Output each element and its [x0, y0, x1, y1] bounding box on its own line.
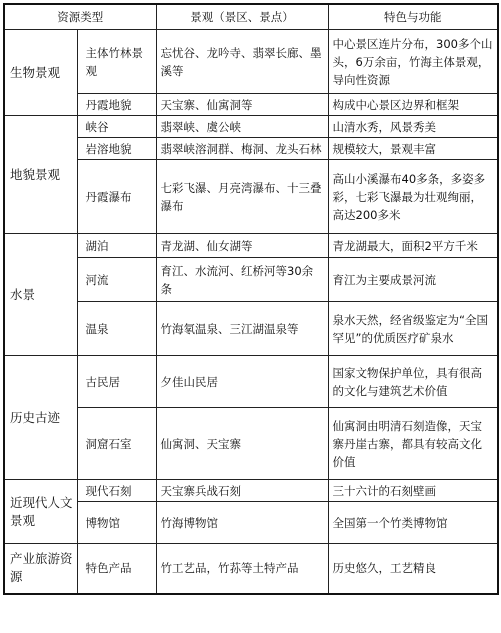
resource-category: 生物景观: [4, 30, 77, 116]
resource-category: 地貌景观: [4, 116, 77, 234]
feature-description: 仙寓洞由明清石刻造像，天宝寨丹崖古寨，都具有较高文化价值: [328, 408, 498, 480]
table-row: [4, 234, 498, 258]
table-row: [4, 480, 498, 502]
landscape-spots: 青龙湖、仙女湖等: [156, 234, 328, 258]
feature-description: 构成中心景区边界和框架: [328, 94, 498, 116]
feature-description: 三十六计的石刻壁画: [328, 480, 498, 502]
table-body: [4, 30, 498, 594]
landscape-spots: 翡翠峡、虞公峡: [156, 116, 328, 138]
landscape-spots: 天宝寨、仙寓洞等: [156, 94, 328, 116]
feature-description: 国家文物保护单位，具有很高的文化与建筑艺术价值: [328, 356, 498, 408]
table-row: [4, 544, 498, 594]
landscape-spots: 仙寓洞、天宝寨: [156, 408, 328, 480]
table-row: [4, 138, 498, 160]
table-header-row: [4, 4, 498, 30]
resource-category: 产业旅游资源: [4, 544, 77, 594]
header-landscape: 景观（景区、景点）: [156, 4, 328, 30]
table-row: [4, 30, 498, 94]
table-row: [4, 94, 498, 116]
resource-subtype: 特色产品: [77, 544, 156, 594]
resource-subtype: 博物馆: [77, 502, 156, 544]
table-row: [4, 356, 498, 408]
feature-description: 高山小溪瀑布40多条，多姿多彩，七彩飞瀑最为壮观绚丽，高达200多米: [328, 160, 498, 234]
resource-category: 近现代人文景观: [4, 480, 77, 544]
landscape-spots: 翡翠峡溶洞群、梅洞、龙头石林: [156, 138, 328, 160]
table-row: [4, 258, 498, 302]
resource-subtype: 丹霞地貌: [77, 94, 156, 116]
landscape-spots: 夕佳山民居: [156, 356, 328, 408]
landscape-spots: 竹海氡温泉、三江湖温泉等: [156, 302, 328, 356]
resource-subtype: 主体竹林景观: [77, 30, 156, 94]
feature-description: 中心景区连片分布，300多个山头，6万余亩，竹海主体景观，导向性资源: [328, 30, 498, 94]
feature-description: 泉水天然，经省级鉴定为“全国罕见”的优质医疗矿泉水: [328, 302, 498, 356]
resource-subtype: 湖泊: [77, 234, 156, 258]
resource-category: 历史古迹: [4, 356, 77, 480]
table-row: [4, 502, 498, 544]
feature-description: 山清水秀，风景秀美: [328, 116, 498, 138]
landscape-spots: 竹工艺品，竹荪等土特产品: [156, 544, 328, 594]
landscape-spots: 天宝寨兵战石刻: [156, 480, 328, 502]
feature-description: 青龙湖最大，面积2平方千米: [328, 234, 498, 258]
table-row: [4, 116, 498, 138]
resource-subtype: 河流: [77, 258, 156, 302]
table-row: [4, 302, 498, 356]
resource-table: [3, 3, 499, 595]
landscape-spots: 七彩飞瀑、月亮湾瀑布、十三叠瀑布: [156, 160, 328, 234]
landscape-spots: 育江、水流河、红桥河等30余条: [156, 258, 328, 302]
header-resource-type: 资源类型: [4, 4, 156, 30]
resource-subtype: 温泉: [77, 302, 156, 356]
landscape-spots: 忘忧谷、龙吟寺、翡翠长廊、墨溪等: [156, 30, 328, 94]
resource-subtype: 峡谷: [77, 116, 156, 138]
feature-description: 规模较大，景观丰富: [328, 138, 498, 160]
table-row: [4, 160, 498, 234]
resource-subtype: 洞窟石室: [77, 408, 156, 480]
resource-subtype: 现代石刻: [77, 480, 156, 502]
feature-description: 全国第一个竹类博物馆: [328, 502, 498, 544]
header-feature: 特色与功能: [328, 4, 498, 30]
feature-description: 育江为主要成景河流: [328, 258, 498, 302]
landscape-spots: 竹海博物馆: [156, 502, 328, 544]
feature-description: 历史悠久，工艺精良: [328, 544, 498, 594]
table-row: [4, 408, 498, 480]
resource-category: 水景: [4, 234, 77, 356]
resource-subtype: 丹霞瀑布: [77, 160, 156, 234]
resource-subtype: 岩溶地貌: [77, 138, 156, 160]
resource-subtype: 古民居: [77, 356, 156, 408]
